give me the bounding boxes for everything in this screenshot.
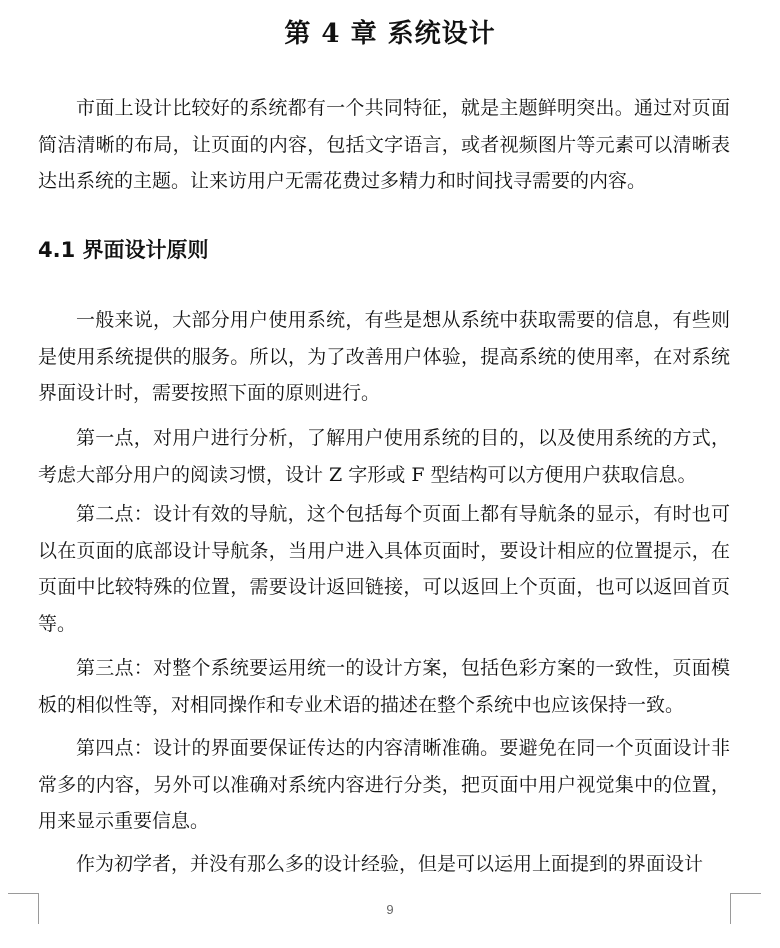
chapter-title: 第 4 章 系统设计 <box>284 19 496 49</box>
body-paragraph-2: 第一点，对用户进行分析，了解用户使用系统的目的，以及使用系统的方式，考虑大部分用户的阅读习惯，设计 Z 字形或 F 型结构可以方便用户获取信息。 <box>38 427 730 486</box>
body-paragraph-3: 第二点：设计有效的导航，这个包括每个页面上都有导航条的显示，有时也可以在页面的底部设计导航条，当用户进入具体页面时，要设计相应的位置提示，在页面中比较特殊的位置，需要设计返回链接，可以返回上个页面，也可以返回首页等。 <box>38 503 730 635</box>
section-title: 4.1 界面设计原则 <box>38 238 209 262</box>
body-paragraph-1: 一般来说，大部分用户使用系统，有些是想从系统中获取需要的信息，有些则是使用系统提供的服务。所以，为了改善用户体验，提高系统的使用率，在对系统界面设计时，需要按照下面的原则进行。 <box>38 309 730 404</box>
page-number: 9 <box>386 902 394 917</box>
intro-paragraph: 市面上设计比较好的系统都有一个共同特征，就是主题鲜明突出。通过对页面简洁清晰的布局，让页面的内容，包括文字语言，或者视频图片等元素可以清晰表达出系统的主题。让来访用户无需花费过多精力和时间找寻需要的内容。 <box>38 97 730 192</box>
body-paragraph-4: 第三点：对整个系统要运用统一的设计方案，包括色彩方案的一致性，页面模板的相似性等，对相同操作和专业术语的描述在整个系统中也应该保持一致。 <box>38 657 730 716</box>
body-paragraph-6: 作为初学者，并没有那么多的设计经验，但是可以运用上面提到的界面设计 <box>76 853 704 875</box>
body-paragraph-5: 第四点：设计的界面要保证传达的内容清晰准确。要避免在同一个页面设计非常多的内容，另外可以准确对系统内容进行分类，把页面中用户视觉集中的位置，用来显示重要信息。 <box>38 737 730 832</box>
